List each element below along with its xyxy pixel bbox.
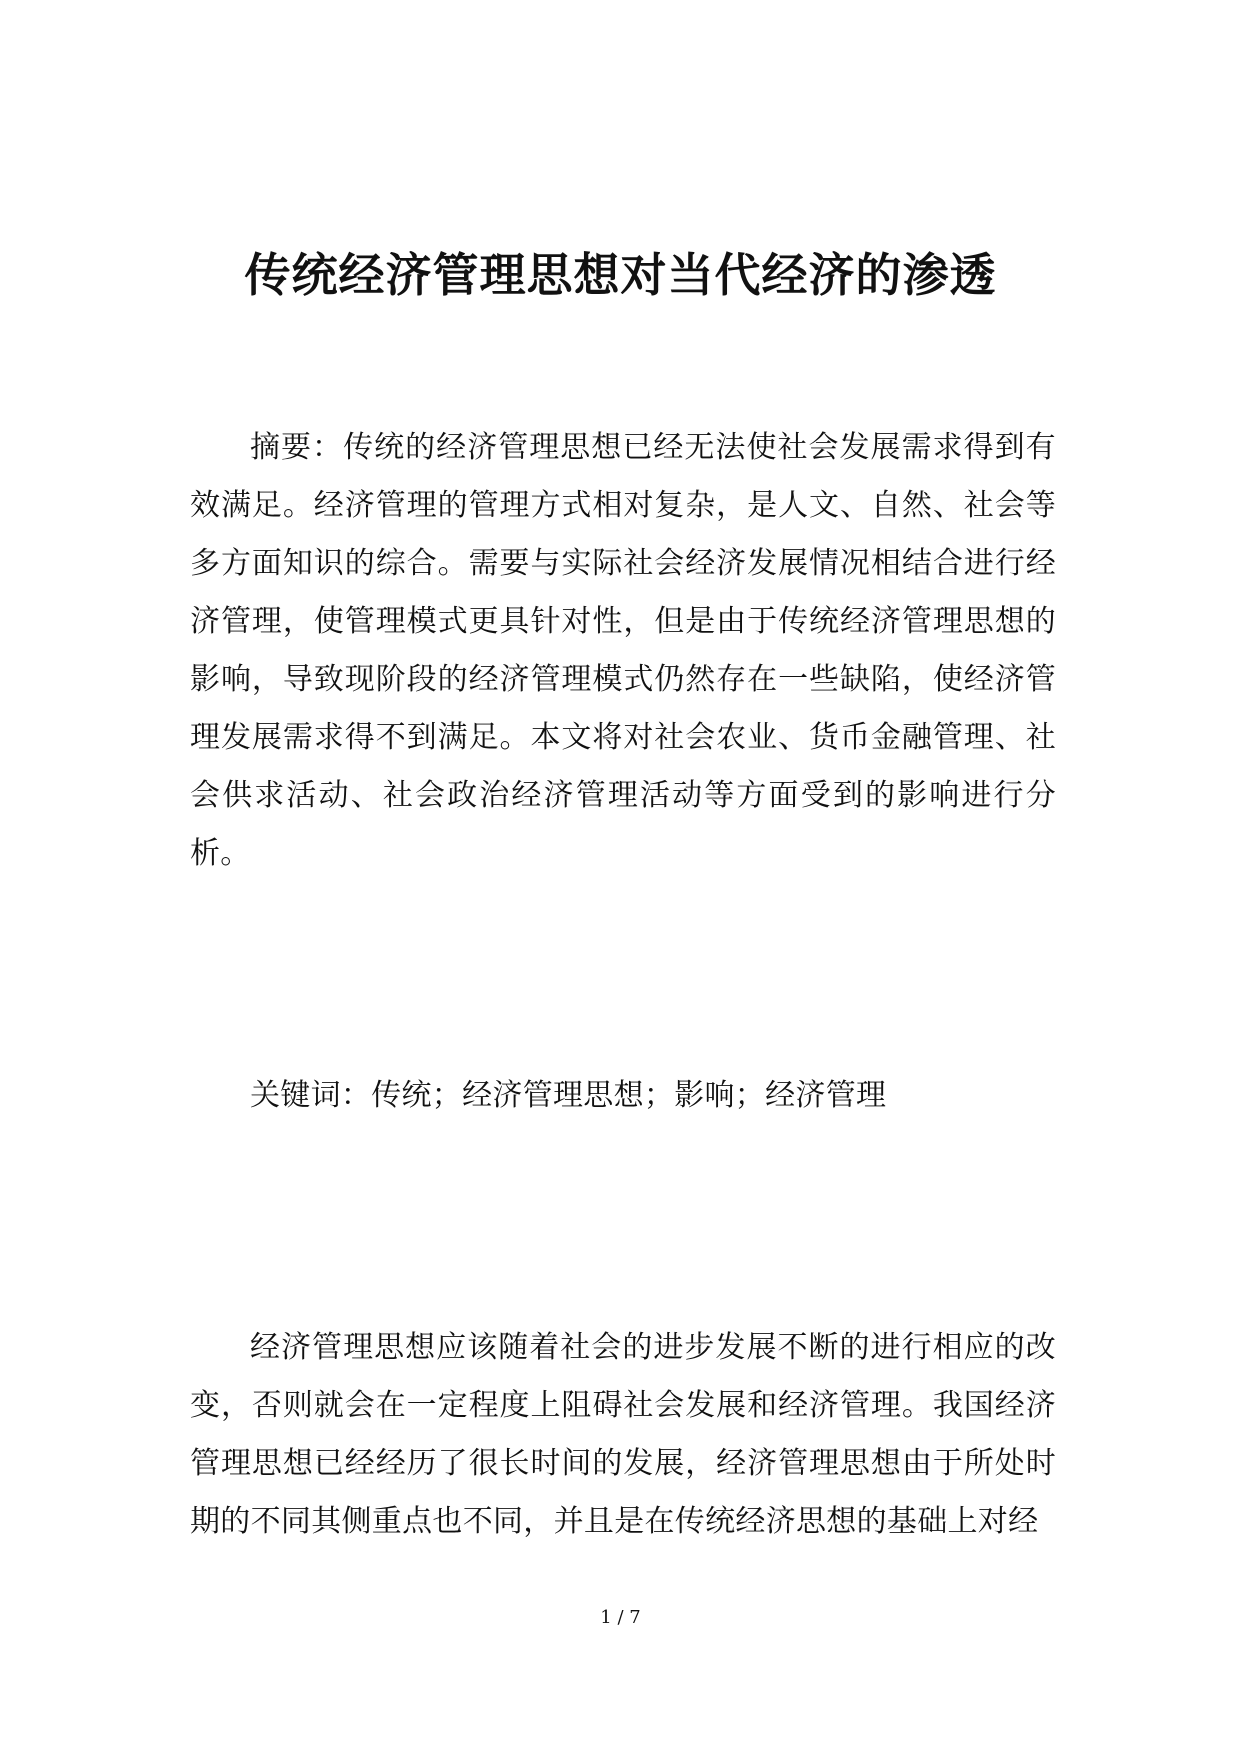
page-number: 1 / 7 [600, 1607, 641, 1628]
keywords-paragraph: 关键词：传统；经济管理思想；影响；经济管理 [250, 1078, 887, 1113]
abstract-paragraph: 摘要：传统的经济管理思想已经无法使社会发展需求得到有效满足。经济管理的管理方式相对复杂，是人文、自然、社会等多方面知识的综合。需要与实际社会经济发展情况相结合进行经济管理，使管理模式更具针对性，但是由于传统经济管理思想的影响，导致现阶段的经济管理模式仍然存在一些缺陷，使经济管理发展需求得不到满足。本文将对社会农业、货币金融管理、社会供求活动、社会政治经济管理活动等方面受到的影响进行分析。 [190, 430, 1056, 871]
body-paragraph: 经济管理思想应该随着社会的进步发展不断的进行相应的改变，否则就会在一定程度上阻碍社会发展和经济管理。我国经济管理思想已经经历了很长时间的发展，经济管理思想由于所处时期的不同其侧重点也不同，并且是在传统经济思想的基础上对经 [190, 1330, 1056, 1539]
page-title: 传统经济管理思想对当代经济的渗透 [244, 247, 997, 302]
